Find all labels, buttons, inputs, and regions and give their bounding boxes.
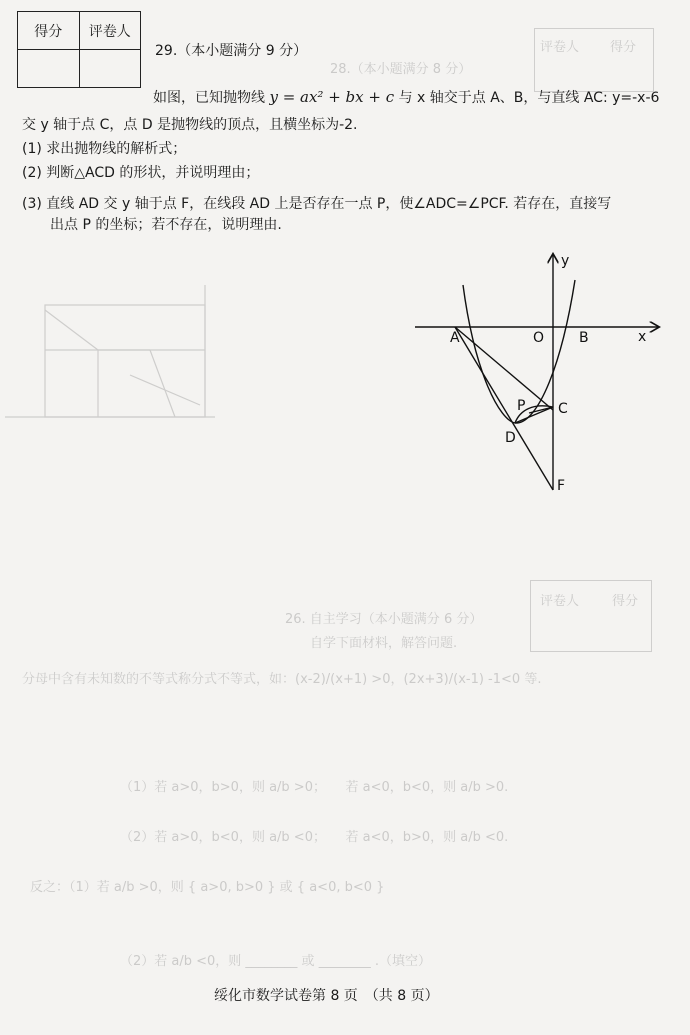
ghost-q26-title: 26. 自主学习（本小题满分 6 分） — [285, 612, 483, 627]
question-part-1: (1) 求出抛物线的解析式； — [22, 141, 187, 157]
parabola-figure — [405, 245, 675, 505]
ghost-q28-title: 28.（本小题满分 8 分） — [330, 62, 472, 77]
ghost-line-4: （2）若 a/b <0，则 ________ 或 ________ .（填空） — [120, 954, 431, 969]
score-label: 得分 — [34, 23, 63, 40]
ghost-score-label-mid: 得分 — [612, 594, 639, 609]
ghost-grader-label-top: 评卷人 — [540, 40, 580, 55]
label-x: x — [638, 329, 647, 345]
ghost-graph — [0, 275, 240, 435]
ghost-line-3: 反之：（1）若 a/b >0，则 { a>0, b>0 } 或 { a<0, b<0 } — [30, 880, 385, 895]
intro-part-a: 如图，已知抛物线 — [153, 90, 270, 106]
grader-label: 评卷人 — [79, 12, 141, 49]
question-line-2: 交 y 轴于点 C，点 D 是抛物线的顶点，且横坐标为-2. — [22, 117, 358, 133]
label-d: D — [505, 430, 516, 446]
question-part-3b: 出点 P 的坐标；若不存在，说明理由. — [50, 217, 282, 233]
label-p: P — [517, 398, 526, 414]
question-title: 29.（本小题满分 9 分） — [155, 43, 308, 59]
label-a: A — [450, 330, 460, 346]
intro-part-b: 与 x 轴交于点 A、B，与直线 AC: y=-x-6 — [394, 90, 660, 106]
label-b: B — [579, 330, 589, 346]
question-part-2: (2) 判断△ACD 的形状，并说明理由； — [22, 165, 260, 181]
score-input-cell[interactable] — [18, 50, 79, 87]
line-adf — [455, 327, 553, 490]
ghost-score-label-top: 得分 — [610, 40, 637, 55]
score-table — [17, 11, 141, 88]
ghost-line-1: （1）若 a>0，b>0，则 a/b >0； 若 a<0，b<0，则 a/b >0. — [120, 780, 509, 795]
page-footer: 绥化市数学试卷第 8 页 （共 8 页） — [214, 988, 439, 1004]
label-y: y — [561, 253, 570, 269]
ghost-line-2: （2）若 a>0，b<0，则 a/b <0； 若 a<0，b>0，则 a/b <0. — [120, 830, 509, 845]
label-o: O — [533, 330, 545, 346]
question-part-3a: (3) 直线 AD 交 y 轴于点 F，在线段 AD 上是否存在一点 P，使∠ADC=∠PCF. 若存在，直接写 — [22, 196, 612, 212]
ghost-line-5: 分母中含有未知数的不等式称分式不等式，如：(x-2)/(x+1) >0，(2x+3)/(x-1) -1<0 等. — [22, 672, 542, 687]
label-c: C — [558, 401, 568, 417]
question-intro — [153, 87, 659, 107]
ghost-grader-label-mid: 评卷人 — [540, 594, 580, 609]
grader-input-cell[interactable] — [79, 50, 141, 87]
parabola-equation: y = ax² + bx + c — [269, 88, 395, 106]
label-f: F — [557, 478, 566, 494]
ghost-q26-sub: 自学下面材料，解答问题. — [310, 636, 458, 651]
